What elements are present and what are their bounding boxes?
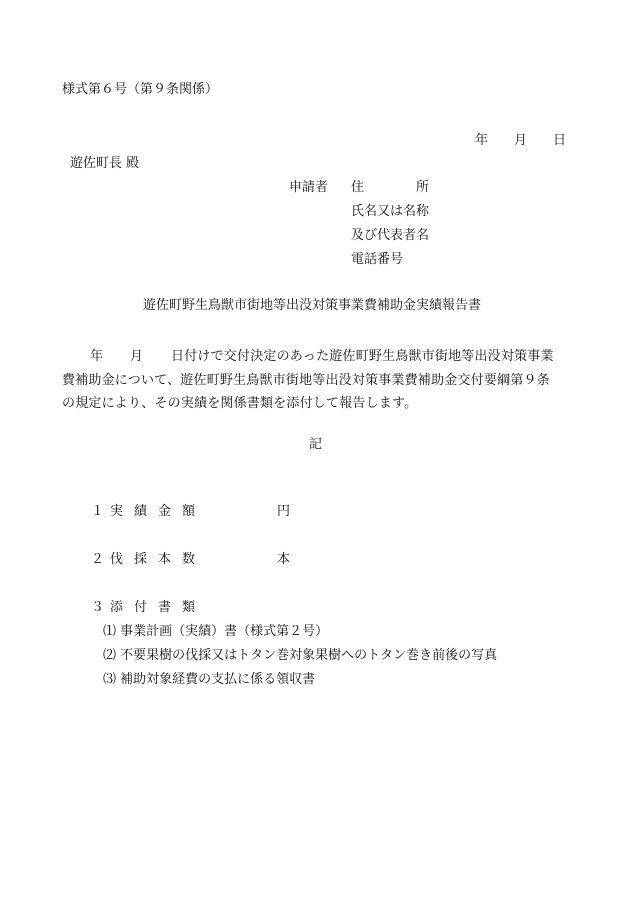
body-month-label: 月 — [130, 349, 144, 364]
item-label: 実績金額 — [110, 504, 207, 519]
address-label: 住 所 — [351, 180, 430, 195]
item-number: １ — [91, 504, 105, 519]
item-number: ２ — [91, 552, 105, 567]
item-label: 添付書類 — [110, 600, 207, 615]
document-title: 遊佐町野生鳥獣市街地等出没対策事業費補助金実績報告書 — [143, 298, 482, 313]
body-line-2: 費補助金について、遊佐町野生鳥獣市街地等出没対策事業費補助金交付要綱第９条 — [62, 373, 550, 388]
date-month-label: 月 — [514, 133, 528, 148]
item-unit: 本 — [277, 552, 291, 567]
addressee: 遊佐町長 殿 — [70, 156, 140, 171]
applicant-label: 申請者 — [289, 180, 329, 195]
name-label: 氏名又は名称 — [351, 204, 430, 219]
item-unit: 円 — [277, 504, 291, 519]
body-year-label: 年 — [90, 349, 104, 364]
body-line-1: 日付けで交付決定のあった遊佐町野生鳥獣市街地等出没対策事業 — [171, 349, 554, 364]
body-line-3: の規定により、その実績を関係書類を添付して報告します。 — [62, 396, 418, 411]
item-label: 伐採本数 — [110, 552, 207, 567]
record-heading: 記 — [309, 437, 323, 452]
form-number: 様式第６号（第９条関係） — [62, 82, 219, 97]
phone-label: 電話番号 — [351, 252, 404, 267]
attachment-item: ⑴ 事業計画（実績）書（様式第２号） — [103, 624, 329, 639]
date-year-label: 年 — [475, 133, 489, 148]
representative-label: 及び代表者名 — [351, 228, 430, 243]
attachment-item: ⑶ 補助対象経費の支払に係る領収書 — [103, 672, 316, 687]
attachment-item: ⑵ 不要果樹の伐採又はトタン巻対象果樹へのトタン巻き前後の写真 — [103, 648, 498, 663]
date-day-label: 日 — [553, 133, 567, 148]
item-number: ３ — [91, 600, 105, 615]
